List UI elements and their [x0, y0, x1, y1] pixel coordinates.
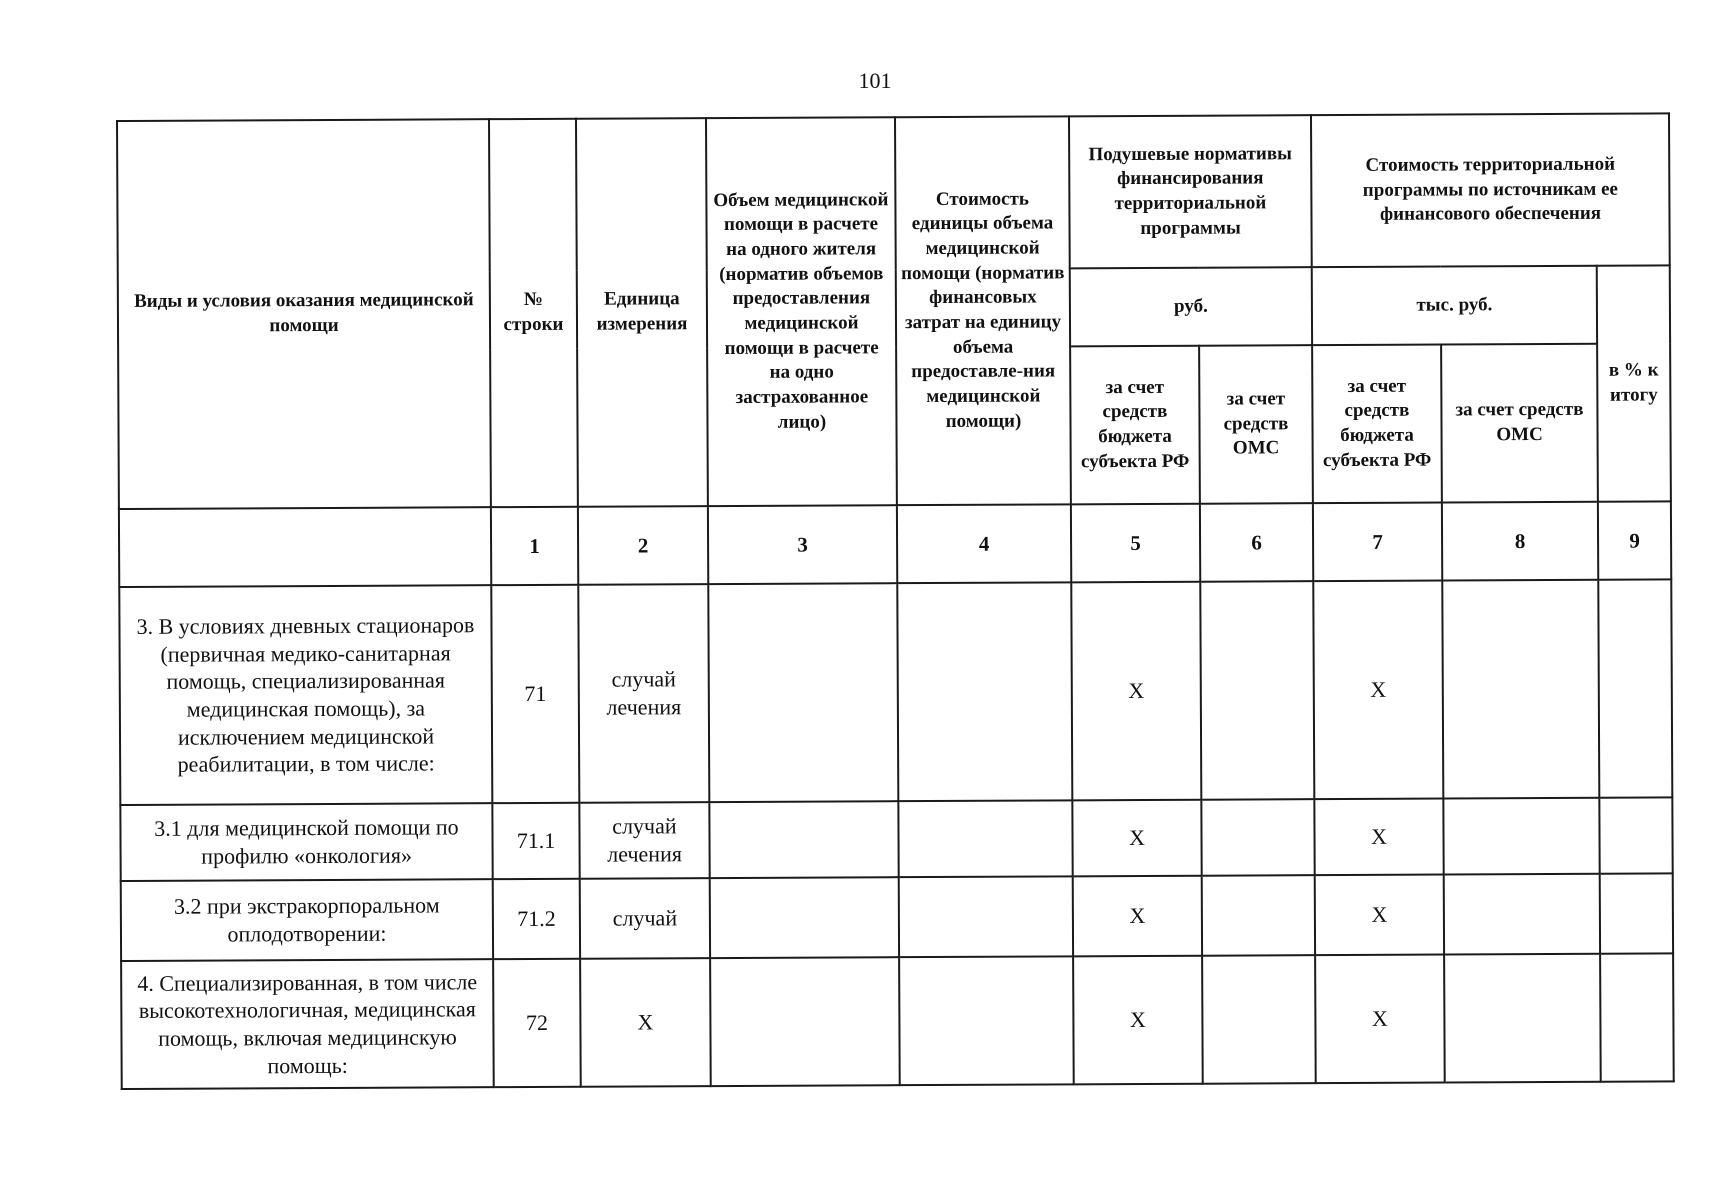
- header-cost: Стоимость единицы объема медицинской помощи (норматив финансовых затрат на единицу объема предоставле-ния медицинской помощи): [895, 116, 1071, 505]
- row-percent: [1600, 873, 1673, 953]
- header-program-cost: Стоимость территориальной программы по источникам ее финансового обеспечения: [1311, 113, 1670, 267]
- row-budget-rub: X: [1071, 582, 1201, 801]
- row-unit: случай лечения: [579, 802, 709, 879]
- row-name: 3.2 при экстракорпоральном оплодотворении:: [121, 879, 493, 961]
- row-name: 4. Специализированная, в том числе высокотехнологичная, медицинская помощь, включая медицинскую помощь:: [121, 959, 494, 1089]
- column-number: 4: [897, 504, 1071, 583]
- header-oms-thous: за счет средств ОМС: [1441, 344, 1598, 503]
- header-types: Виды и условия оказания медицинской помощи: [117, 119, 491, 509]
- column-number: 7: [1313, 503, 1442, 582]
- row-cost: [898, 800, 1072, 877]
- column-number-row: [119, 501, 1671, 587]
- row-budget-rub: X: [1073, 876, 1202, 957]
- table-row: [120, 797, 1672, 881]
- row-oms-thous: [1444, 954, 1601, 1083]
- row-budget-rub: X: [1073, 956, 1203, 1085]
- column-number: 5: [1071, 504, 1200, 583]
- header-budget-rub: за счет средств бюджета субъекта РФ: [1070, 346, 1200, 505]
- row-volume: [710, 877, 899, 958]
- financing-table: [116, 112, 1675, 1090]
- row-volume: [709, 801, 898, 878]
- row-oms-thous: [1443, 798, 1599, 875]
- row-cost: [897, 582, 1072, 801]
- row-volume: [710, 957, 900, 1086]
- header-volume: Объем медицинской помощи в расчете на одного жителя (норматив объемов предоставления медицинской помощи в расчете на одно застрахованное лицо): [706, 117, 897, 506]
- page-number: 101: [858, 68, 892, 93]
- header-unit: Единица измерения: [576, 118, 708, 507]
- row-oms-rub: [1200, 581, 1314, 800]
- table-row: [121, 953, 1674, 1089]
- header-percent: в % к итогу: [1597, 265, 1671, 501]
- table-row: [121, 873, 1673, 961]
- row-volume: [708, 583, 898, 802]
- row-oms-rub: [1201, 799, 1314, 876]
- row-unit: случай лечения: [578, 584, 709, 803]
- row-unit: X: [580, 958, 711, 1087]
- column-number-empty: [119, 507, 491, 587]
- column-number: 6: [1200, 503, 1313, 582]
- column-number: 8: [1442, 502, 1598, 581]
- row-line-no: 71.1: [492, 803, 579, 879]
- row-oms-rub: [1202, 875, 1315, 956]
- row-cost: [899, 876, 1073, 957]
- header-budget-thous: за счет средств бюджета субъекта РФ: [1312, 345, 1442, 504]
- row-oms-thous: [1444, 874, 1600, 955]
- row-budget-thous: X: [1313, 581, 1443, 800]
- row-budget-thous: X: [1314, 799, 1443, 876]
- column-number: 3: [708, 505, 897, 584]
- row-name: 3.1 для медицинской помощи по профилю «онкология»: [120, 803, 492, 881]
- table-row: [119, 579, 1672, 805]
- row-unit: случай: [580, 878, 710, 959]
- column-number: 2: [578, 506, 708, 585]
- row-line-no: 71.2: [493, 879, 580, 959]
- column-number: 9: [1598, 501, 1671, 579]
- row-name: 3. В условиях дневных стационаров (первичная медико-санитарная помощь, специализированная медицинская помощь), за исключением медицинской реабилитации, в том числе:: [119, 585, 492, 805]
- header-line-no: № строки: [489, 119, 578, 507]
- row-oms-rub: [1202, 955, 1316, 1084]
- row-line-no: 72: [493, 959, 581, 1087]
- row-budget-thous: X: [1315, 955, 1445, 1084]
- header-rub: руб.: [1070, 267, 1312, 346]
- row-cost: [899, 956, 1074, 1085]
- header-thous-rub: тыс. руб.: [1312, 266, 1597, 345]
- header-oms-rub: за счет средств ОМС: [1199, 345, 1313, 504]
- column-number: 1: [491, 507, 578, 585]
- row-percent: [1599, 797, 1672, 873]
- row-budget-rub: X: [1072, 800, 1201, 877]
- row-budget-thous: X: [1315, 875, 1444, 956]
- row-percent: [1598, 579, 1672, 797]
- header-per-capita: Подушевые нормативы финансирования территориальной программы: [1069, 115, 1312, 268]
- row-oms-thous: [1442, 580, 1599, 799]
- row-percent: [1600, 953, 1674, 1081]
- row-line-no: 71: [491, 585, 579, 803]
